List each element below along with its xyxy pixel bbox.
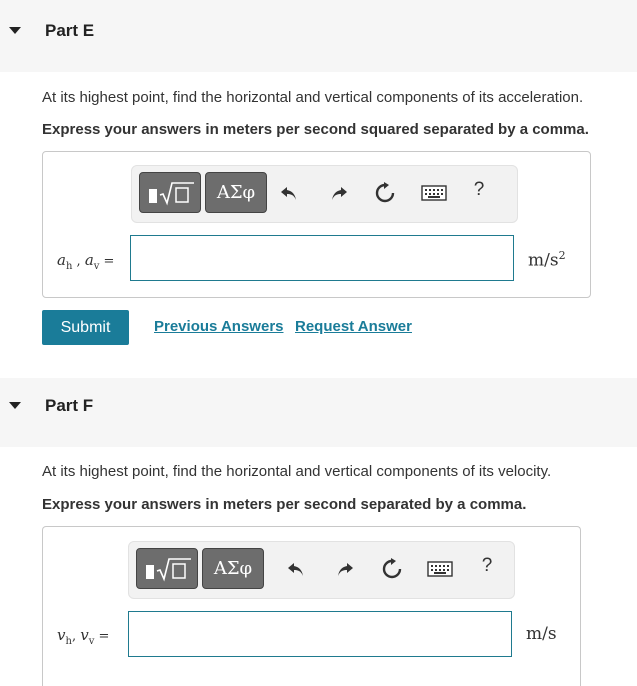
templates-sqrt-icon	[148, 180, 196, 206]
undo-icon[interactable]	[276, 180, 302, 206]
symbols-button[interactable]: ΑΣφ	[202, 548, 264, 589]
symbols-button[interactable]: ΑΣφ	[205, 172, 267, 213]
part-f-answer-input[interactable]	[128, 611, 512, 657]
caret-down-icon[interactable]	[9, 27, 21, 34]
previous-answers-link[interactable]: Previous Answers	[154, 318, 284, 335]
undo-icon[interactable]	[283, 556, 309, 582]
part-f-instruction: Express your answers in meters per second separated by a comma.	[42, 496, 527, 513]
help-button[interactable]: ?	[481, 555, 493, 576]
part-e-answer-box	[42, 151, 591, 298]
part-e-variable-label: $a_h$ , $a_v$ =	[57, 251, 115, 272]
reset-icon[interactable]	[372, 180, 398, 206]
part-e-instruction: Express your answers in meters per second squared separated by a comma.	[42, 121, 589, 138]
part-e-header[interactable]	[0, 0, 637, 72]
redo-icon[interactable]	[332, 556, 358, 582]
caret-down-icon[interactable]	[9, 402, 21, 409]
submit-button[interactable]: Submit	[42, 310, 129, 345]
part-f-title: Part F	[45, 396, 94, 415]
part-f-variable-label: $v_h$, $v_v$ =	[57, 626, 110, 647]
templates-button[interactable]	[136, 548, 198, 589]
part-e-answer-input[interactable]	[130, 235, 514, 281]
part-e-toolbar	[131, 165, 518, 223]
reset-icon[interactable]	[379, 556, 405, 582]
help-button[interactable]: ?	[473, 179, 485, 200]
part-f-header[interactable]	[0, 378, 637, 447]
part-f-toolbar	[128, 541, 515, 599]
part-e-question: At its highest point, find the horizontal and vertical components of its acceleration.	[42, 89, 584, 106]
templates-button[interactable]	[139, 172, 201, 213]
part-f-answer-box	[42, 526, 581, 686]
request-answer-link[interactable]: Request Answer	[295, 318, 412, 335]
templates-sqrt-icon	[145, 556, 193, 582]
part-e-unit: $m/s^2$	[528, 249, 566, 271]
part-e-title: Part E	[45, 21, 95, 40]
keyboard-icon[interactable]	[419, 180, 449, 206]
part-f-unit: m/s	[526, 624, 557, 644]
part-f-question: At its highest point, find the horizontal and vertical components of its velocity.	[42, 463, 552, 480]
keyboard-icon[interactable]	[425, 556, 455, 582]
redo-icon[interactable]	[326, 180, 352, 206]
